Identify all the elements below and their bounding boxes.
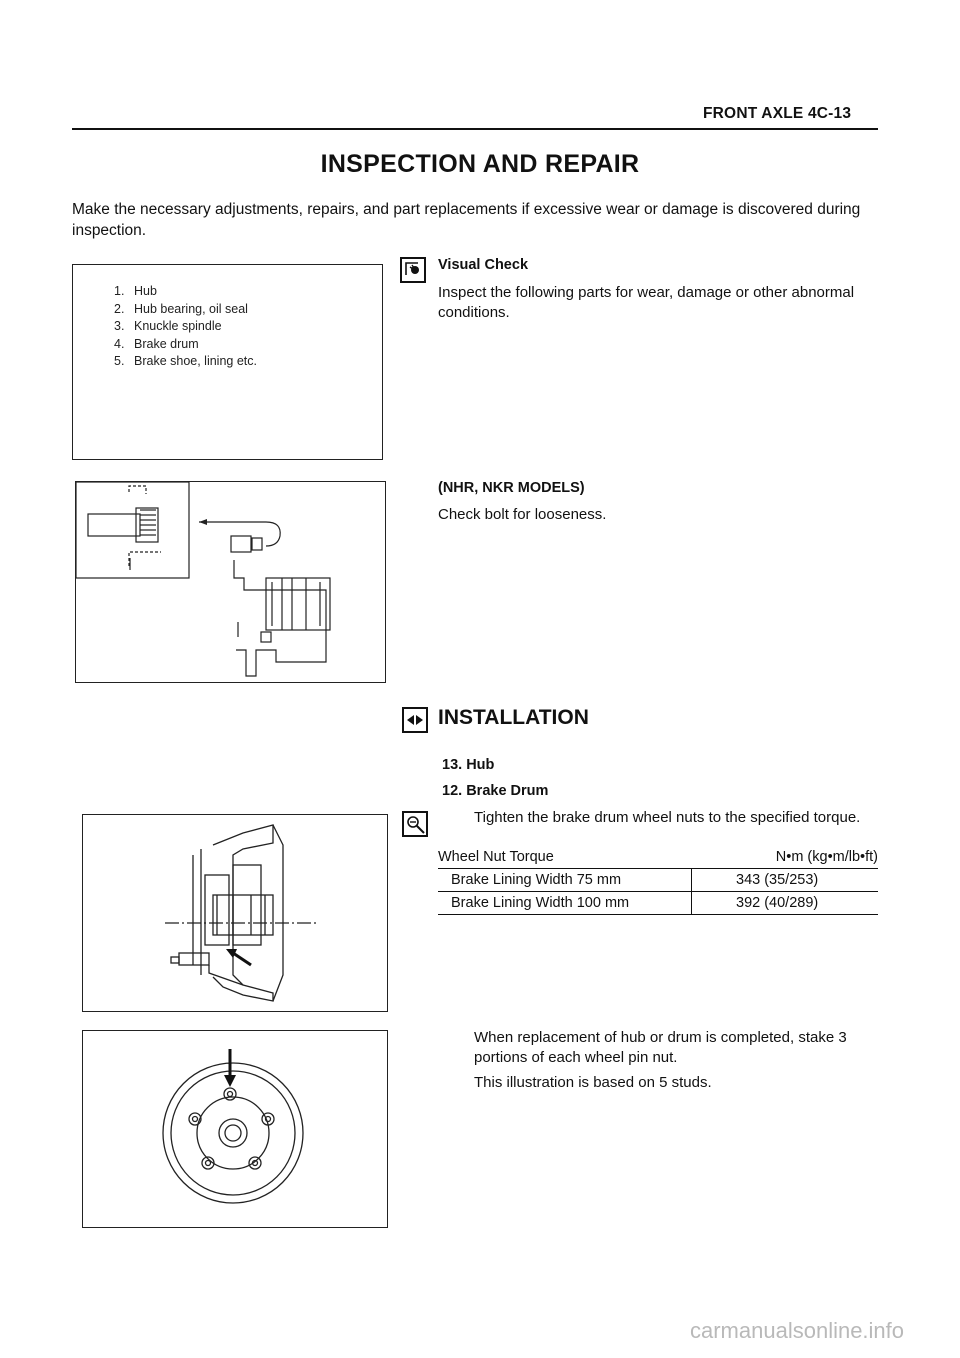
- item-number: 1.: [114, 284, 125, 298]
- torque-table-unit: N•m (kg•m/lb•ft): [775, 849, 878, 865]
- visual-check-text: Inspect the following parts for wear, damage or other abnormal conditions.: [438, 284, 855, 321]
- visual-check-heading: Visual Check: [438, 257, 529, 273]
- step-label: Hub: [466, 757, 495, 773]
- step-label: Brake Drum: [466, 783, 549, 799]
- page-header: FRONT AXLE 4C-13: [703, 105, 852, 122]
- list-item: [114, 336, 257, 354]
- installation-instruction: Tighten the brake drum wheel nuts to the specified torque.: [474, 809, 861, 826]
- row-label: Brake Lining Width 100 mm: [438, 892, 692, 914]
- torque-table-title: Wheel Nut Torque: [438, 849, 554, 865]
- header-rule: [72, 128, 878, 130]
- list-item: [114, 318, 257, 336]
- torque-wrench-icon: [402, 811, 428, 837]
- item-number: 2.: [114, 301, 125, 316]
- torque-table: [438, 849, 878, 915]
- step-number: 12.: [442, 783, 463, 799]
- brake-drum-front-figure: [82, 1030, 388, 1228]
- row-value: 392 (40/289): [736, 895, 819, 911]
- list-item: [114, 301, 257, 319]
- item-label: Brake drum: [134, 336, 199, 351]
- page-title: INSPECTION AND REPAIR: [320, 150, 640, 178]
- models-text: Check bolt for looseness.: [438, 506, 607, 523]
- visual-check-icon: [400, 257, 426, 283]
- step-13: [442, 757, 494, 773]
- parts-list-box: [72, 264, 383, 460]
- list-item: [114, 353, 257, 371]
- table-row: [438, 869, 878, 892]
- models-heading: (NHR, NKR MODELS): [438, 480, 585, 496]
- watermark-text: carmanualsonline.info: [690, 1318, 905, 1343]
- list-item: [114, 283, 257, 301]
- item-label: Knuckle spindle: [134, 319, 222, 333]
- intro-paragraph: Make the necessary adjustments, repairs, and part replacements if excessive wear or damage is discovered during inspection.: [72, 201, 861, 239]
- table-row: [438, 892, 878, 915]
- installation-icon: [402, 707, 428, 733]
- installation-heading: INSTALLATION: [438, 706, 589, 729]
- row-value: 343 (35/253): [736, 872, 819, 888]
- parts-list: [114, 283, 257, 371]
- brake-drum-section-figure: [82, 814, 388, 1012]
- item-number: 3.: [114, 319, 125, 333]
- item-label: Hub bearing, oil seal: [134, 301, 248, 316]
- step-12: [442, 783, 548, 799]
- row-label: Brake Lining Width 75 mm: [438, 869, 692, 891]
- item-number: 5.: [114, 354, 125, 368]
- stake-note-line2: This illustration is based on 5 studs.: [474, 1074, 712, 1091]
- item-label: Brake shoe, lining etc.: [134, 354, 257, 368]
- step-number: 13.: [442, 757, 463, 773]
- item-number: 4.: [114, 336, 125, 351]
- hub-bolt-figure: [75, 481, 386, 683]
- stake-note-line1: When replacement of hub or drum is completed, stake 3 portions of each wheel pin nut.: [474, 1029, 847, 1066]
- item-label: Hub: [134, 284, 157, 298]
